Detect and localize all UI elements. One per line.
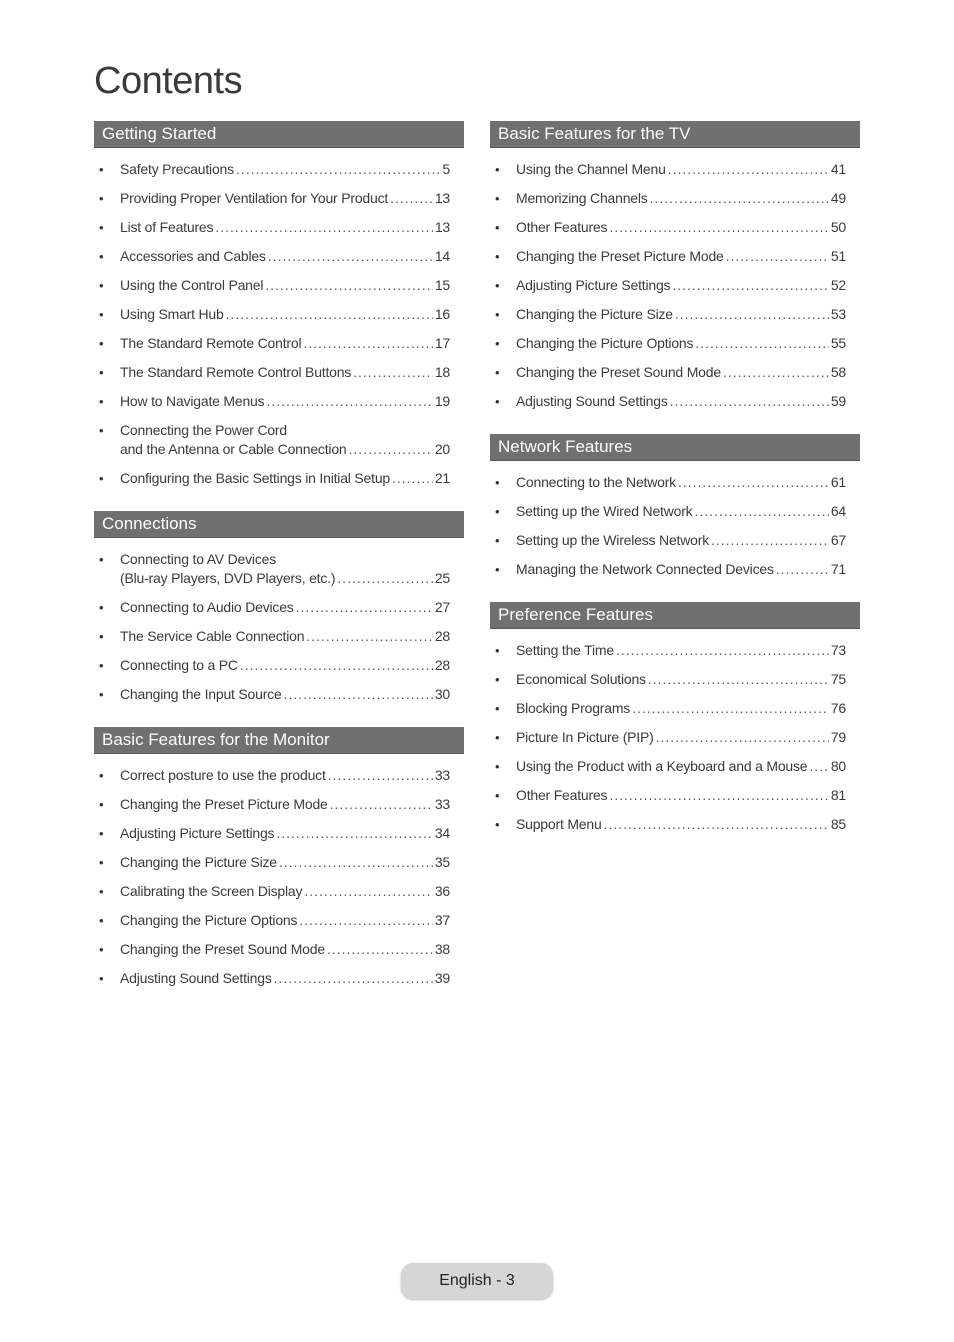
toc-entry-title: • Changing the Picture Size	[120, 854, 277, 870]
section-basic-features-for-the-monitor	[94, 727, 464, 993]
toc-entry-title: • Economical Solutions	[516, 671, 646, 687]
toc-entry-title: • Connecting to a PC	[120, 657, 238, 673]
toc-entry-line	[516, 363, 846, 382]
toc-entry-title: • Changing the Picture Size	[516, 306, 673, 322]
section-heading: Getting Started	[94, 121, 464, 148]
toc-page-number: 17	[434, 335, 450, 351]
toc-entry[interactable]	[490, 242, 860, 271]
toc-entry-title: • Connecting to AV Devices	[120, 551, 277, 567]
dot-leader	[711, 531, 829, 550]
toc-entry[interactable]	[94, 155, 464, 184]
dot-leader	[809, 757, 828, 776]
toc-page-number: 81	[830, 787, 846, 803]
toc-entry-title: • Setting up the Wireless Network	[516, 532, 709, 548]
toc-entry[interactable]	[490, 358, 860, 387]
toc-page-number: 39	[434, 970, 450, 986]
section-heading: Basic Features for the TV	[490, 121, 860, 148]
section-network-features	[490, 434, 860, 584]
toc-entry-title: • Picture In Picture (PIP)	[516, 729, 654, 745]
toc-entry-line	[120, 969, 450, 988]
toc-entry-title: • Other Features	[516, 219, 608, 235]
toc-entry-line	[516, 728, 846, 747]
toc-page-number: 71	[830, 561, 846, 577]
dot-leader	[265, 276, 433, 295]
toc-entry-line	[516, 305, 846, 324]
toc-entry-line	[120, 363, 450, 382]
toc-entry-title: • Setting up the Wired Network	[516, 503, 693, 519]
toc-entry-title: • How to Navigate Menus	[120, 393, 265, 409]
toc-entry[interactable]	[94, 790, 464, 819]
dot-leader	[236, 160, 440, 179]
dot-leader	[670, 392, 829, 411]
toc-page-number: 35	[434, 854, 450, 870]
toc-entry-line	[120, 305, 450, 324]
toc-page-number: 21	[434, 470, 450, 486]
dot-leader	[349, 440, 433, 459]
toc-entry-line	[120, 276, 450, 295]
toc-entry-title: • Configuring the Basic Settings in Initial Setup	[120, 470, 390, 486]
section-heading: Preference Features	[490, 602, 860, 629]
toc-entry-title: • Blocking Programs	[516, 700, 631, 716]
toc-entry[interactable]	[94, 300, 464, 329]
dot-leader	[678, 473, 829, 492]
toc-entry[interactable]	[490, 526, 860, 555]
toc-entry-title: • Setting the Time	[516, 642, 614, 658]
dot-leader	[304, 882, 432, 901]
toc-entry[interactable]	[490, 665, 860, 694]
page-number-footer: English - 3	[401, 1263, 553, 1299]
toc-entry[interactable]	[94, 819, 464, 848]
dot-leader	[353, 363, 433, 382]
toc-entry[interactable]	[94, 242, 464, 271]
dot-leader	[609, 218, 828, 237]
dot-leader	[337, 569, 433, 588]
dot-leader	[266, 392, 432, 411]
toc-entry-title: • Connecting to the Network	[516, 474, 676, 490]
toc-entry-line	[120, 627, 450, 646]
toc-page-number: 52	[830, 277, 846, 293]
left-column	[94, 121, 464, 1011]
dot-leader	[306, 627, 433, 646]
toc-entry[interactable]	[94, 329, 464, 358]
toc-entry[interactable]	[490, 155, 860, 184]
toc-entry-line	[120, 392, 450, 411]
toc-entry-title: (Blu-ray Players, DVD Players, etc.)	[120, 570, 336, 586]
toc-entry-line	[120, 656, 450, 675]
toc-list	[94, 545, 464, 709]
dot-leader	[268, 247, 433, 266]
toc-page-number: 14	[434, 248, 450, 264]
toc-list	[490, 155, 860, 416]
toc-entry-title: • Changing the Preset Sound Mode	[120, 941, 325, 957]
dot-leader	[276, 824, 432, 843]
toc-entry-line	[516, 160, 846, 179]
toc-entry-line	[516, 815, 846, 834]
dot-leader	[694, 502, 828, 521]
toc-entry[interactable]	[94, 651, 464, 680]
toc-page-number: 85	[830, 816, 846, 832]
toc-entry-line	[120, 569, 450, 588]
toc-entry[interactable]	[94, 877, 464, 906]
toc-entry-title: and the Antenna or Cable Connection	[120, 441, 347, 457]
toc-entry-line	[516, 189, 846, 208]
toc-page-number: 61	[830, 474, 846, 490]
dot-leader	[632, 699, 829, 718]
toc-entry[interactable]	[94, 761, 464, 790]
toc-entry-title: • Accessories and Cables	[120, 248, 266, 264]
toc-entry-line	[120, 685, 450, 704]
toc-entry[interactable]	[94, 213, 464, 242]
section-heading: Basic Features for the Monitor	[94, 727, 464, 754]
toc-page-number: 41	[830, 161, 846, 177]
toc-entry-line	[516, 276, 846, 295]
toc-entry-line	[120, 160, 450, 179]
toc-entry[interactable]	[490, 694, 860, 723]
section-connections	[94, 511, 464, 709]
toc-entry-title: • Providing Proper Ventilation for Your Product	[120, 190, 389, 206]
toc-page-number: 53	[830, 306, 846, 322]
toc-entry-line	[516, 757, 846, 776]
dot-leader	[226, 305, 433, 324]
toc-page-number: 25	[434, 570, 450, 586]
dot-leader	[392, 469, 433, 488]
toc-entry-line	[120, 882, 450, 901]
toc-page-number: 36	[434, 883, 450, 899]
toc-entry-title: • Adjusting Picture Settings	[516, 277, 671, 293]
toc-page-number: 34	[434, 825, 450, 841]
toc-entry[interactable]	[490, 497, 860, 526]
toc-entry-line	[120, 421, 450, 440]
toc-entry[interactable]	[490, 300, 860, 329]
toc-page-number: 19	[434, 393, 450, 409]
toc-list	[94, 155, 464, 493]
dot-leader	[668, 160, 829, 179]
toc-entry[interactable]	[94, 416, 464, 464]
dot-leader	[274, 969, 433, 988]
toc-entry-title: • Memorizing Channels	[516, 190, 648, 206]
dot-leader	[672, 276, 828, 295]
toc-entry[interactable]	[94, 935, 464, 964]
toc-page-number: 13	[434, 190, 450, 206]
toc-entry[interactable]	[490, 752, 860, 781]
toc-entry[interactable]	[490, 184, 860, 213]
toc-entry[interactable]	[94, 680, 464, 709]
dot-leader	[215, 218, 433, 237]
dot-leader	[723, 363, 829, 382]
toc-entry-title: • Using the Product with a Keyboard and a Mouse	[516, 758, 808, 774]
toc-page-number: 33	[434, 767, 450, 783]
toc-entry[interactable]	[94, 545, 464, 593]
toc-entry[interactable]	[94, 358, 464, 387]
toc-entry-title: • Adjusting Sound Settings	[516, 393, 668, 409]
toc-page-number: 30	[434, 686, 450, 702]
toc-entry-title: • Changing the Preset Picture Mode	[120, 796, 328, 812]
toc-entry[interactable]	[490, 555, 860, 584]
toc-page-number: 28	[434, 628, 450, 644]
toc-entry-line	[120, 598, 450, 617]
toc-entry-title: • Adjusting Picture Settings	[120, 825, 275, 841]
section-heading: Network Features	[490, 434, 860, 461]
toc-entry-line	[516, 641, 846, 660]
toc-entry-title: • Changing the Input Source	[120, 686, 282, 702]
toc-entry-line	[516, 473, 846, 492]
toc-page-number: 75	[830, 671, 846, 687]
dot-leader	[284, 685, 433, 704]
dot-leader	[726, 247, 829, 266]
toc-entry-title: • The Service Cable Connection	[120, 628, 305, 644]
toc-page-number: 13	[434, 219, 450, 235]
toc-page-number: 73	[830, 642, 846, 658]
toc-entry-line	[516, 670, 846, 689]
toc-page-number: 51	[830, 248, 846, 264]
toc-entry-line	[516, 334, 846, 353]
toc-entry[interactable]	[94, 622, 464, 651]
section-basic-features-for-the-tv	[490, 121, 860, 416]
right-column	[490, 121, 860, 857]
dot-leader	[675, 305, 829, 324]
toc-entry-title: • List of Features	[120, 219, 214, 235]
dot-leader	[648, 670, 829, 689]
toc-entry-line	[120, 550, 450, 569]
toc-page-number: 64	[830, 503, 846, 519]
page-title: Contents	[94, 60, 243, 102]
toc-entry-line	[120, 440, 450, 459]
toc-page-number: 49	[830, 190, 846, 206]
toc-page-number: 15	[434, 277, 450, 293]
toc-entry-line	[120, 795, 450, 814]
toc-page-number: 76	[830, 700, 846, 716]
dot-leader	[330, 795, 433, 814]
dot-leader	[328, 766, 433, 785]
toc-entry-line	[516, 392, 846, 411]
toc-entry-title: • Support Menu	[516, 816, 602, 832]
toc-page-number: 28	[434, 657, 450, 673]
toc-page-number: 16	[434, 306, 450, 322]
toc-entry-title: • Changing the Picture Options	[516, 335, 694, 351]
toc-entry-line	[120, 824, 450, 843]
toc-page-number: 38	[434, 941, 450, 957]
toc-page-number: 50	[830, 219, 846, 235]
toc-entry-line	[120, 911, 450, 930]
toc-entry-line	[516, 502, 846, 521]
toc-entry-title: • Managing the Network Connected Devices	[516, 561, 774, 577]
dot-leader	[695, 334, 829, 353]
dot-leader	[656, 728, 829, 747]
dot-leader	[299, 911, 433, 930]
toc-entry-title: • Changing the Preset Picture Mode	[516, 248, 724, 264]
toc-entry-title: • Connecting the Power Cord	[120, 422, 287, 438]
toc-entry-line	[120, 940, 450, 959]
toc-list	[490, 636, 860, 839]
toc-entry[interactable]	[490, 781, 860, 810]
dot-leader	[390, 189, 433, 208]
toc-entry[interactable]	[94, 906, 464, 935]
toc-page-number: 18	[434, 364, 450, 380]
toc-entry-line	[516, 531, 846, 550]
section-preference-features	[490, 602, 860, 839]
dot-leader	[609, 786, 828, 805]
toc-entry-title: • Using the Channel Menu	[516, 161, 666, 177]
toc-entry-line	[120, 469, 450, 488]
toc-page-number: 33	[434, 796, 450, 812]
toc-entry[interactable]	[490, 723, 860, 752]
section-heading: Connections	[94, 511, 464, 538]
dot-leader	[240, 656, 433, 675]
toc-entry-title: • Correct posture to use the product	[120, 767, 326, 783]
toc-page-number: 55	[830, 335, 846, 351]
toc-entry[interactable]	[94, 184, 464, 213]
toc-entry[interactable]	[94, 387, 464, 416]
dot-leader	[303, 334, 432, 353]
toc-entry-title: • Calibrating the Screen Display	[120, 883, 303, 899]
toc-page-number: 79	[830, 729, 846, 745]
toc-entry-line	[516, 218, 846, 237]
dot-leader	[776, 560, 829, 579]
toc-entry-line	[516, 786, 846, 805]
toc-entry-line	[516, 247, 846, 266]
toc-entry[interactable]	[490, 271, 860, 300]
toc-entry-title: • Using the Control Panel	[120, 277, 264, 293]
section-getting-started	[94, 121, 464, 493]
toc-list	[490, 468, 860, 584]
dot-leader	[616, 641, 829, 660]
toc-entry[interactable]	[490, 636, 860, 665]
toc-entry[interactable]	[94, 593, 464, 622]
toc-entry[interactable]	[94, 464, 464, 493]
dot-leader	[279, 853, 433, 872]
toc-page-number: 37	[434, 912, 450, 928]
toc-list	[94, 761, 464, 993]
dot-leader	[296, 598, 433, 617]
toc-entry-title: • Changing the Preset Sound Mode	[516, 364, 721, 380]
dot-leader	[327, 940, 433, 959]
toc-entry-line	[120, 334, 450, 353]
toc-entry[interactable]	[490, 810, 860, 839]
toc-entry[interactable]	[490, 468, 860, 497]
toc-entry-line	[120, 766, 450, 785]
toc-entry[interactable]	[490, 329, 860, 358]
toc-page-number: 27	[434, 599, 450, 615]
dot-leader	[650, 189, 829, 208]
toc-entry-line	[516, 560, 846, 579]
toc-entry[interactable]	[490, 213, 860, 242]
toc-page-number: 58	[830, 364, 846, 380]
toc-entry-line	[120, 247, 450, 266]
toc-entry-title: • Adjusting Sound Settings	[120, 970, 272, 986]
toc-page-number: 5	[442, 161, 450, 177]
toc-entry[interactable]	[94, 848, 464, 877]
toc-entry[interactable]	[94, 964, 464, 993]
toc-entry-line	[120, 218, 450, 237]
toc-page-number: 59	[830, 393, 846, 409]
toc-entry[interactable]	[490, 387, 860, 416]
toc-page-number: 67	[830, 532, 846, 548]
toc-entry-title: • Other Features	[516, 787, 608, 803]
toc-page-number: 80	[830, 758, 846, 774]
toc-entry-line	[120, 189, 450, 208]
toc-entry-title: • The Standard Remote Control	[120, 335, 302, 351]
toc-entry-title: • Using Smart Hub	[120, 306, 224, 322]
toc-page-number: 20	[434, 441, 450, 457]
dot-leader	[604, 815, 829, 834]
toc-entry-title: • Safety Precautions	[120, 161, 234, 177]
toc-entry[interactable]	[94, 271, 464, 300]
toc-entry-title: • Connecting to Audio Devices	[120, 599, 294, 615]
toc-entry-title: • Changing the Picture Options	[120, 912, 298, 928]
toc-entry-title: • The Standard Remote Control Buttons	[120, 364, 352, 380]
toc-entry-line	[516, 699, 846, 718]
toc-entry-line	[120, 853, 450, 872]
